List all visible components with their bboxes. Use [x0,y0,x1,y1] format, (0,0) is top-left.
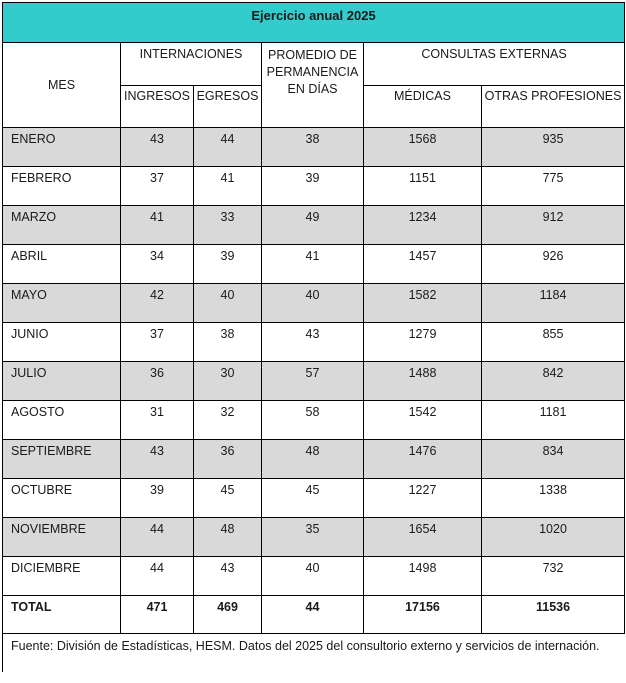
table-row [3,557,625,596]
table-row [3,128,625,167]
table-row [3,323,625,362]
cell-medicas: 1498 [364,557,482,596]
cell-ingresos: 44 [121,518,194,557]
cell-otras: 855 [482,323,625,362]
cell-mes: SEPTIEMBRE [3,440,121,479]
header-egresos: EGRESOS [194,86,262,128]
table-row [3,206,625,245]
header-promedio-line3: EN DÍAS [287,82,338,96]
header-medicas: MÉDICAS [364,86,482,128]
cell-egresos: 43 [194,557,262,596]
header-mes: MES [3,43,121,128]
cell-ingresos: 42 [121,284,194,323]
total-label: TOTAL [3,596,121,634]
table-row [3,440,625,479]
cell-egresos: 45 [194,479,262,518]
table-row [3,518,625,557]
cell-promedio: 58 [262,401,364,440]
cell-medicas: 1234 [364,206,482,245]
cell-egresos: 39 [194,245,262,284]
cell-ingresos: 31 [121,401,194,440]
cell-mes: JUNIO [3,323,121,362]
cell-mes: AGOSTO [3,401,121,440]
cell-ingresos: 43 [121,440,194,479]
table-row [3,167,625,206]
total-medicas: 17156 [364,596,482,634]
table-row [3,479,625,518]
cell-ingresos: 39 [121,479,194,518]
cell-promedio: 43 [262,323,364,362]
cell-egresos: 44 [194,128,262,167]
cell-promedio: 40 [262,284,364,323]
cell-ingresos: 34 [121,245,194,284]
table-row [3,245,625,284]
cell-mes: ENERO [3,128,121,167]
cell-promedio: 45 [262,479,364,518]
cell-otras: 1184 [482,284,625,323]
cell-egresos: 30 [194,362,262,401]
annual-report-table [2,2,625,672]
cell-mes: JULIO [3,362,121,401]
cell-mes: MAYO [3,284,121,323]
cell-promedio: 57 [262,362,364,401]
cell-medicas: 1227 [364,479,482,518]
cell-mes: OCTUBRE [3,479,121,518]
cell-medicas: 1568 [364,128,482,167]
header-internaciones: INTERNACIONES [121,43,262,86]
cell-otras: 912 [482,206,625,245]
cell-medicas: 1279 [364,323,482,362]
cell-otras: 775 [482,167,625,206]
header-promedio [262,43,364,128]
cell-medicas: 1654 [364,518,482,557]
cell-otras: 732 [482,557,625,596]
cell-otras: 935 [482,128,625,167]
cell-otras: 1181 [482,401,625,440]
cell-otras: 926 [482,245,625,284]
table-title: Ejercicio anual 2025 [3,3,625,43]
cell-promedio: 40 [262,557,364,596]
cell-medicas: 1476 [364,440,482,479]
total-promedio: 44 [262,596,364,634]
cell-promedio: 38 [262,128,364,167]
header-otras-profesiones: OTRAS PROFESIONES [482,86,625,128]
cell-medicas: 1582 [364,284,482,323]
cell-otras: 1338 [482,479,625,518]
cell-ingresos: 41 [121,206,194,245]
cell-egresos: 38 [194,323,262,362]
cell-ingresos: 43 [121,128,194,167]
total-row [3,596,625,634]
annual-report-container [2,2,624,672]
header-promedio-line1: PROMEDIO DE [268,48,357,62]
cell-medicas: 1488 [364,362,482,401]
cell-otras: 834 [482,440,625,479]
cell-mes: FEBRERO [3,167,121,206]
cell-mes: MARZO [3,206,121,245]
header-consultas-externas: CONSULTAS EXTERNAS [364,43,625,86]
source-note: Fuente: División de Estadísticas, HESM. Datos del 2025 del consultorio externo y servicios de internación. [3,634,625,672]
cell-medicas: 1542 [364,401,482,440]
cell-ingresos: 44 [121,557,194,596]
cell-promedio: 49 [262,206,364,245]
cell-otras: 1020 [482,518,625,557]
header-ingresos: INGRESOS [121,86,194,128]
cell-promedio: 48 [262,440,364,479]
cell-ingresos: 36 [121,362,194,401]
table-row [3,284,625,323]
cell-medicas: 1151 [364,167,482,206]
cell-egresos: 40 [194,284,262,323]
cell-egresos: 36 [194,440,262,479]
table-row [3,362,625,401]
cell-promedio: 39 [262,167,364,206]
cell-egresos: 33 [194,206,262,245]
cell-egresos: 41 [194,167,262,206]
total-ingresos: 471 [121,596,194,634]
cell-otras: 842 [482,362,625,401]
header-promedio-line2: PERMANENCIA [266,65,359,79]
total-otras: 11536 [482,596,625,634]
cell-egresos: 32 [194,401,262,440]
cell-mes: DICIEMBRE [3,557,121,596]
cell-promedio: 35 [262,518,364,557]
cell-medicas: 1457 [364,245,482,284]
cell-mes: NOVIEMBRE [3,518,121,557]
total-egresos: 469 [194,596,262,634]
cell-ingresos: 37 [121,323,194,362]
table-row [3,401,625,440]
cell-ingresos: 37 [121,167,194,206]
cell-egresos: 48 [194,518,262,557]
cell-promedio: 41 [262,245,364,284]
cell-mes: ABRIL [3,245,121,284]
